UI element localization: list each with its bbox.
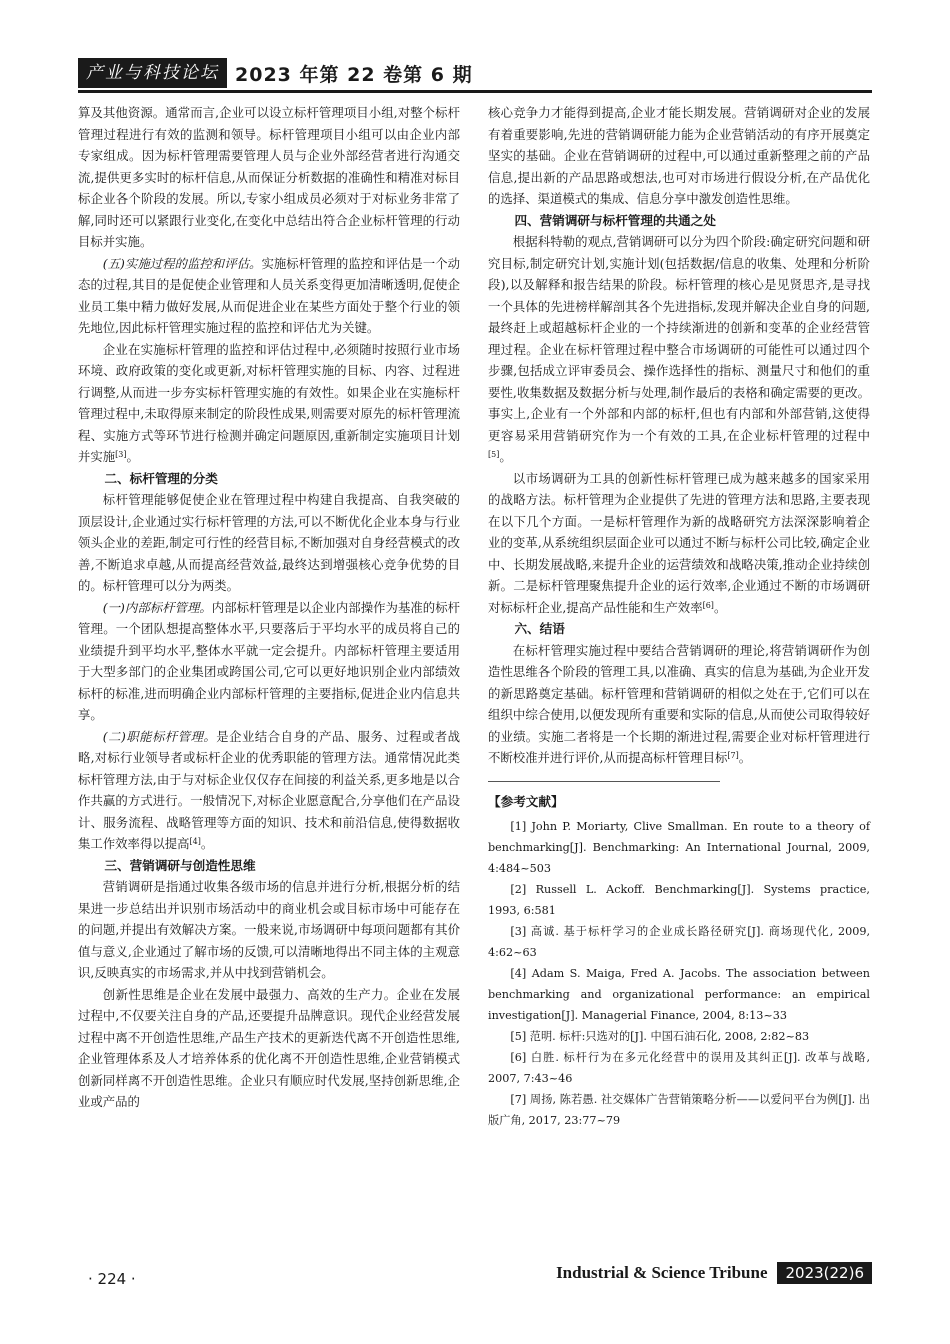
paragraph: 营销调研是指通过收集各级市场的信息并进行分析,根据分析的结果进一步总结出并识别市场活动中的商业机会或目标市场中可能存在的问题,并提出有效解决方案。一般来说,市场调研中每项问题都有其价值与意义,企业通过了解市场的反馈,可以清晰地得出不同主体的主观意识,反映真实的市场需求,并从中找到营销机会。 — [78, 879, 460, 980]
paragraph-text: 以市场调研为工具的创新性标杆管理已成为越来越多的国家采用的战略方法。标杆管理为企业提供了先进的管理方法和思路,主要表现在以下几个方面。一是标杆管理作为新的战略研究方法深深影响着企业的变革,从系统组织层面企业可以通过不断与标杆公司比较,确定企业中、长期发展战略,来提升企业的运营绩效和战略决策,推动企业持续创新。二是标杆管理聚焦提升企业的运行效率,企业通过不断的市场调研对标标杆企业,提高产品性能和生产效率 — [488, 470, 870, 615]
paragraph-text: 在标杆管理实施过程中要结合营销调研的理论,将营销调研作为创造性思维各个阶段的管理工具,以准确、真实的信息为基础,为企业开发的新思路奠定基础。标杆管理和营销调研的相似之处在于,它们可以在组织中综合使用,以便发现所有重要和实际的信息,从而使公司取得较好的业绩。实施二者将是一个长期的渐进过程,需要企业对标杆管理进行不断校准并进行评价,从而提高标杆管理目标 — [488, 642, 870, 765]
paragraph-end: 。 — [713, 599, 727, 615]
paragraph-text: 根据科特勒的观点,营销调研可以分为四个阶段:确定研究问题和研究目标,制定研究计划,实施计划(包括数据/信息的收集、处理和分析阶段),以及解释和报告结果的阶段。标杆管理的核心是见贤思齐,是寻找一个具体的先进榜样解剖其各个先进指标,发现并解决企业自身的问题,最终赶上或超越标杆企业的一个持续渐进的创新和变革的企业经营管理过程。企业在标杆管理过程中整合市场调研的可能性可以通过四个步骤,包括成立评审委员会、操作选择性的指标、测量尺寸和他们的重要性,收集数据及数据分析与处理,制作最后的表格和确定需要的更改。事实上,企业有一个外部和内部的标杆,但也有内部和外部营销,这使得更容易采用营销研究作为一个有效的工具,在企业标杆管理的过程中 — [488, 234, 870, 443]
footer-journal-info — [556, 1262, 872, 1284]
citation: [7] — [727, 751, 739, 760]
left-column — [78, 102, 460, 1113]
reference-item: [2] Russell L. Ackoff. Benchmarking[J]. Systems practice, 1993, 6:581 — [488, 883, 870, 917]
reference-item: [7] 周扬, 陈若愚. 社交媒体广告营销策略分析——以爱问平台为例[J]. 出版广角, 2017, 23:77~79 — [488, 1093, 870, 1127]
paragraph-end: 。 — [126, 449, 139, 464]
reference-item: [4] Adam S. Maiga, Fred A. Jacobs. The association between benchmarking and organizational performance: an empirical investigation[J]. Managerial Finance, 2004, 8:13~33 — [488, 967, 870, 1022]
paragraph — [78, 726, 460, 855]
paragraph — [78, 597, 460, 726]
reference-item: [1] John P. Moriarty, Clive Smallman. En route to a theory of benchmarking[J]. Benchmarking: An International Journal, 2009, 4:484~503 — [488, 820, 870, 875]
paragraph-text: 企业在实施标杆管理的监控和评估过程中,必须随时按照行业市场环境、政府政策的变化或更新,对标杆管理实施的目标、内容、过程进行调整,从而进一步夯实标杆管理实施的有效性。如果企业在实施标杆管理过程中,未取得原来制定的阶段性成果,则需要对原先的标杆管理流程、实施方式等环节进行检测并确定问题原因,重新制定实施项目计划并实施 — [78, 341, 460, 464]
paragraph-text: 是企业结合自身的产品、服务、过程或者战略,对标行业领导者或标杆企业的优秀职能的管理方法。通常情况此类标杆管理方法,由于与对标企业仅仅存在间接的利益关系,更多地是以合作共赢的方式进行。一般情况下,对标企业愿意配合,分享他们在产品设计、服务流程、战略管理等方面的知识、技术和前沿信息,使得数据收集工作效率得以提高 — [78, 728, 461, 851]
issue-badge: 2023(22)6 — [777, 1262, 872, 1284]
paragraph-end: 。 — [499, 449, 512, 464]
page-number: · 224 · — [88, 1270, 136, 1288]
journal-header — [78, 58, 473, 88]
citation: [3] — [115, 450, 127, 459]
journal-english-name: Industrial & Science Tribune — [556, 1263, 768, 1282]
section-lead: (一)内部标杆管理。 — [102, 599, 212, 615]
paragraph — [488, 231, 870, 468]
references-divider — [488, 781, 720, 782]
paragraph: 算及其他资源。通常而言,企业可以设立标杆管理项目小组,对整个标杆管理过程进行有效的监测和领导。标杆管理项目小组可以由企业内部专家组成。因为标杆管理需要管理人员与企业外部经营者进行沟通交流,提供更多实时的标杆信息,从而保证分析数据的准确性和精准对标目标企业各个阶段的发展。所以,专家小组成员必须对于对标业务非常了解,同时还可以紧跟行业变化,在变化中总结出符合企业标杆管理的行动目标并实施。 — [78, 105, 460, 249]
section-heading: 四、营销调研与标杆管理的共通之处 — [514, 212, 716, 228]
paragraph: 核心竞争力才能得到提高,企业才能长期发展。营销调研对企业的发展有着重要影响,先进的营销调研能力能为企业营销活动的有序开展奠定坚实的基础。企业在营销调研的过程中,可以通过重新整理之前的产品信息,提出新的产品思路或想法,也可对市场进行假设分析,在产品优化的选择、渠道模式的集成、信息分享中激发创造性思维。 — [488, 105, 870, 206]
right-column — [488, 102, 870, 1131]
journal-name-badge: 产业与科技论坛 — [78, 58, 227, 88]
paragraph — [488, 468, 870, 619]
paragraph-end: 。 — [200, 836, 214, 851]
section-heading: 六、结语 — [514, 621, 565, 636]
issue-title: 2023 年第 22 卷第 6 期 — [235, 63, 473, 86]
reference-item: [3] 高诚. 基于标杆学习的企业成长路径研究[J]. 商场现代化, 2009, 4:62~63 — [488, 925, 870, 959]
paragraph: 标杆管理能够促使企业在管理过程中构建自我提高、自我突破的顶层设计,企业通过实行标杆管理的方法,可以不断优化企业本身与行业领头企业的差距,制定可行性的经营目标,不断加强对自身经营模式的改善,不断追求卓越,从而提高经营效益,最终达到增强核心竞争优势的目的。标杆管理可以分为两类。 — [78, 492, 460, 593]
citation: [5] — [488, 450, 500, 459]
section-lead: (二)职能标杆管理。 — [102, 728, 217, 744]
section-heading: 三、营销调研与创造性思维 — [104, 857, 256, 873]
section-lead: (五)实施过程的监控和评估。 — [102, 255, 262, 271]
reference-item: [6] 白胜. 标杆行为在多元化经营中的误用及其纠正[J]. 改革与战略, 2007, 7:43~46 — [488, 1051, 870, 1085]
paragraph-end: 。 — [738, 750, 752, 765]
paragraph-text: 实施标杆管理的监控和评估是一个动态的过程,其目的是促使企业管理和人员关系变得更加清晰透明,促使企业员工集中精力做好发展,从而促进企业在某些方面处于整个行业的领先地位,因此标杆管理实施过程的监控和评估尤为关键。 — [78, 255, 461, 335]
paragraph — [488, 640, 870, 769]
header-rule — [78, 90, 872, 93]
reference-item: [5] 范明. 标杆:只选对的[J]. 中国石油石化, 2008, 2:82~83 — [510, 1030, 810, 1043]
paragraph — [78, 253, 460, 339]
citation: [4] — [189, 837, 201, 846]
paragraph-text: 内部标杆管理是以企业内部操作为基准的标杆管理。一个团队想提高整体水平,只要落后于平均水平的成员将自己的业绩提升到平均水平,整体水平就一定会提升。内部标杆管理主要适用于大型多部门的企业集团或跨国公司,它可以更好地识别企业内部绩效标杆的标准,进而明确企业内部标杆管理的主要指标,促进企业内信息共享。 — [78, 599, 460, 722]
section-heading: 二、标杆管理的分类 — [104, 470, 218, 486]
citation: [6] — [702, 600, 714, 610]
paragraph — [78, 339, 460, 468]
paragraph: 创新性思维是企业在发展中最强力、高效的生产力。企业在发展过程中,不仅要关注自身的产品,还要提升品牌意识。现代企业经营发展过程中离不开创造性思维,产品生产技术的更新迭代离不开创造性思维,企业管理体系及人才培养体系的优化离不开创造性思维,企业营销模式创新同样离不开创造性思维。企业只有顺应时代发展,坚持创新思维,企业或产品的 — [78, 986, 460, 1109]
references-heading: 【参考文献】 — [488, 793, 564, 809]
